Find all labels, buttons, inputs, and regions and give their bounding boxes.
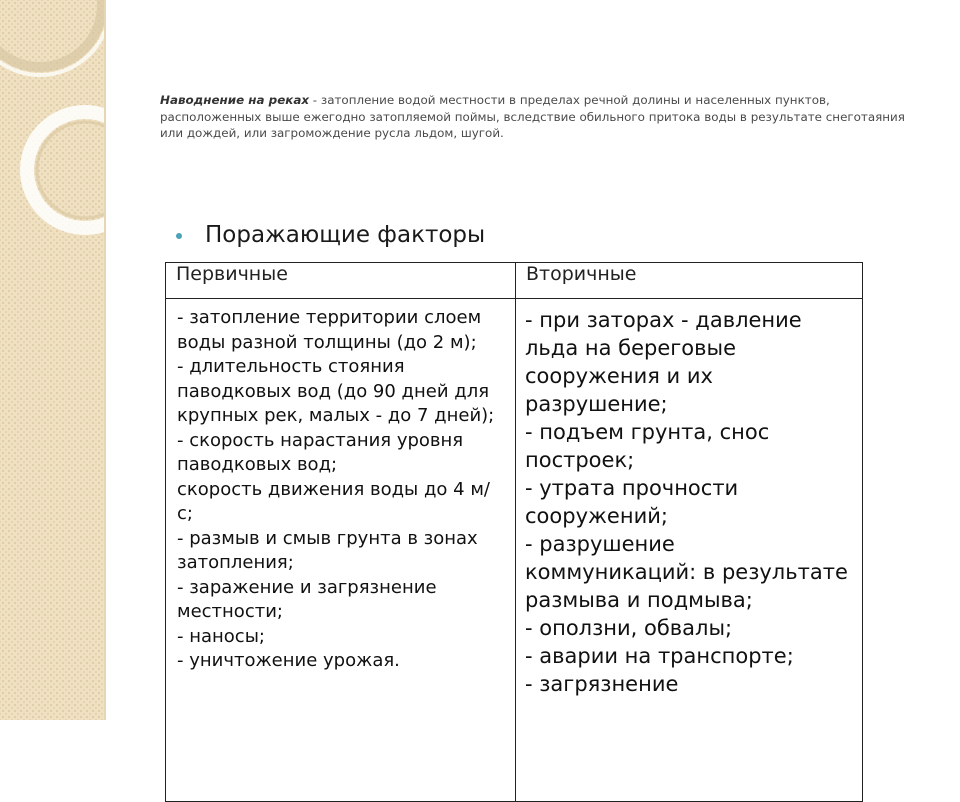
side-panel-edge <box>104 0 106 720</box>
intro-text: - затопление водой местности в пределах речной долины и населенных пунктов, расположенных выше ежегодно затопляемой поймы, вследствие обильного притока воды в результате снеготаяния или дождей, или загромождение русла льдом, шугой. <box>160 93 905 140</box>
list-item: - затопление территории слоем воды разной толщины (до 2 м); <box>177 307 482 353</box>
list-item: - аварии на транспорте; <box>525 644 794 668</box>
intro-paragraph <box>160 92 920 142</box>
decorative-side-panel <box>0 0 104 720</box>
list-item: - разрушение коммуникаций: в результате размыва и подмыва; <box>525 532 848 612</box>
list-item: скорость движения воды до 4 м/с; <box>177 478 490 524</box>
secondary-list <box>517 300 861 698</box>
list-item: - оползни, обвалы; <box>525 616 733 640</box>
decorative-rings <box>0 0 104 720</box>
intro-term: Наводнение на реках <box>160 93 310 107</box>
header-secondary: Вторичные <box>516 263 863 299</box>
section-heading-text: Поражающие факторы <box>205 222 486 248</box>
header-primary: Первичные <box>166 263 516 299</box>
list-item: - размыв и смыв грунта в зонах затопления; <box>177 527 478 573</box>
list-item: - длительность стояния паводковых вод (до 90 дней для крупных рек, малых - до 7 дней); <box>177 356 495 426</box>
list-item: - заражение и загрязнение местности; <box>177 576 437 622</box>
list-item: - наносы; <box>177 625 265 647</box>
table-header-row <box>166 263 863 299</box>
list-item: - загрязнение <box>525 672 679 696</box>
primary-list <box>167 300 514 674</box>
list-item: - подъем грунта, снос построек; <box>525 420 770 472</box>
table-body-row <box>166 299 863 802</box>
section-heading <box>175 222 485 248</box>
factors-table <box>165 262 863 802</box>
list-item: - при заторах - давление льда на береговые сооружения и их разрушение; <box>525 308 802 416</box>
secondary-cell <box>516 299 863 802</box>
list-item: - скорость нарастания уровня паводковых вод; <box>177 429 464 475</box>
primary-cell <box>166 299 516 802</box>
list-item: - утрата прочности сооружений; <box>525 476 739 528</box>
list-item: - уничтожение урожая. <box>177 650 400 671</box>
